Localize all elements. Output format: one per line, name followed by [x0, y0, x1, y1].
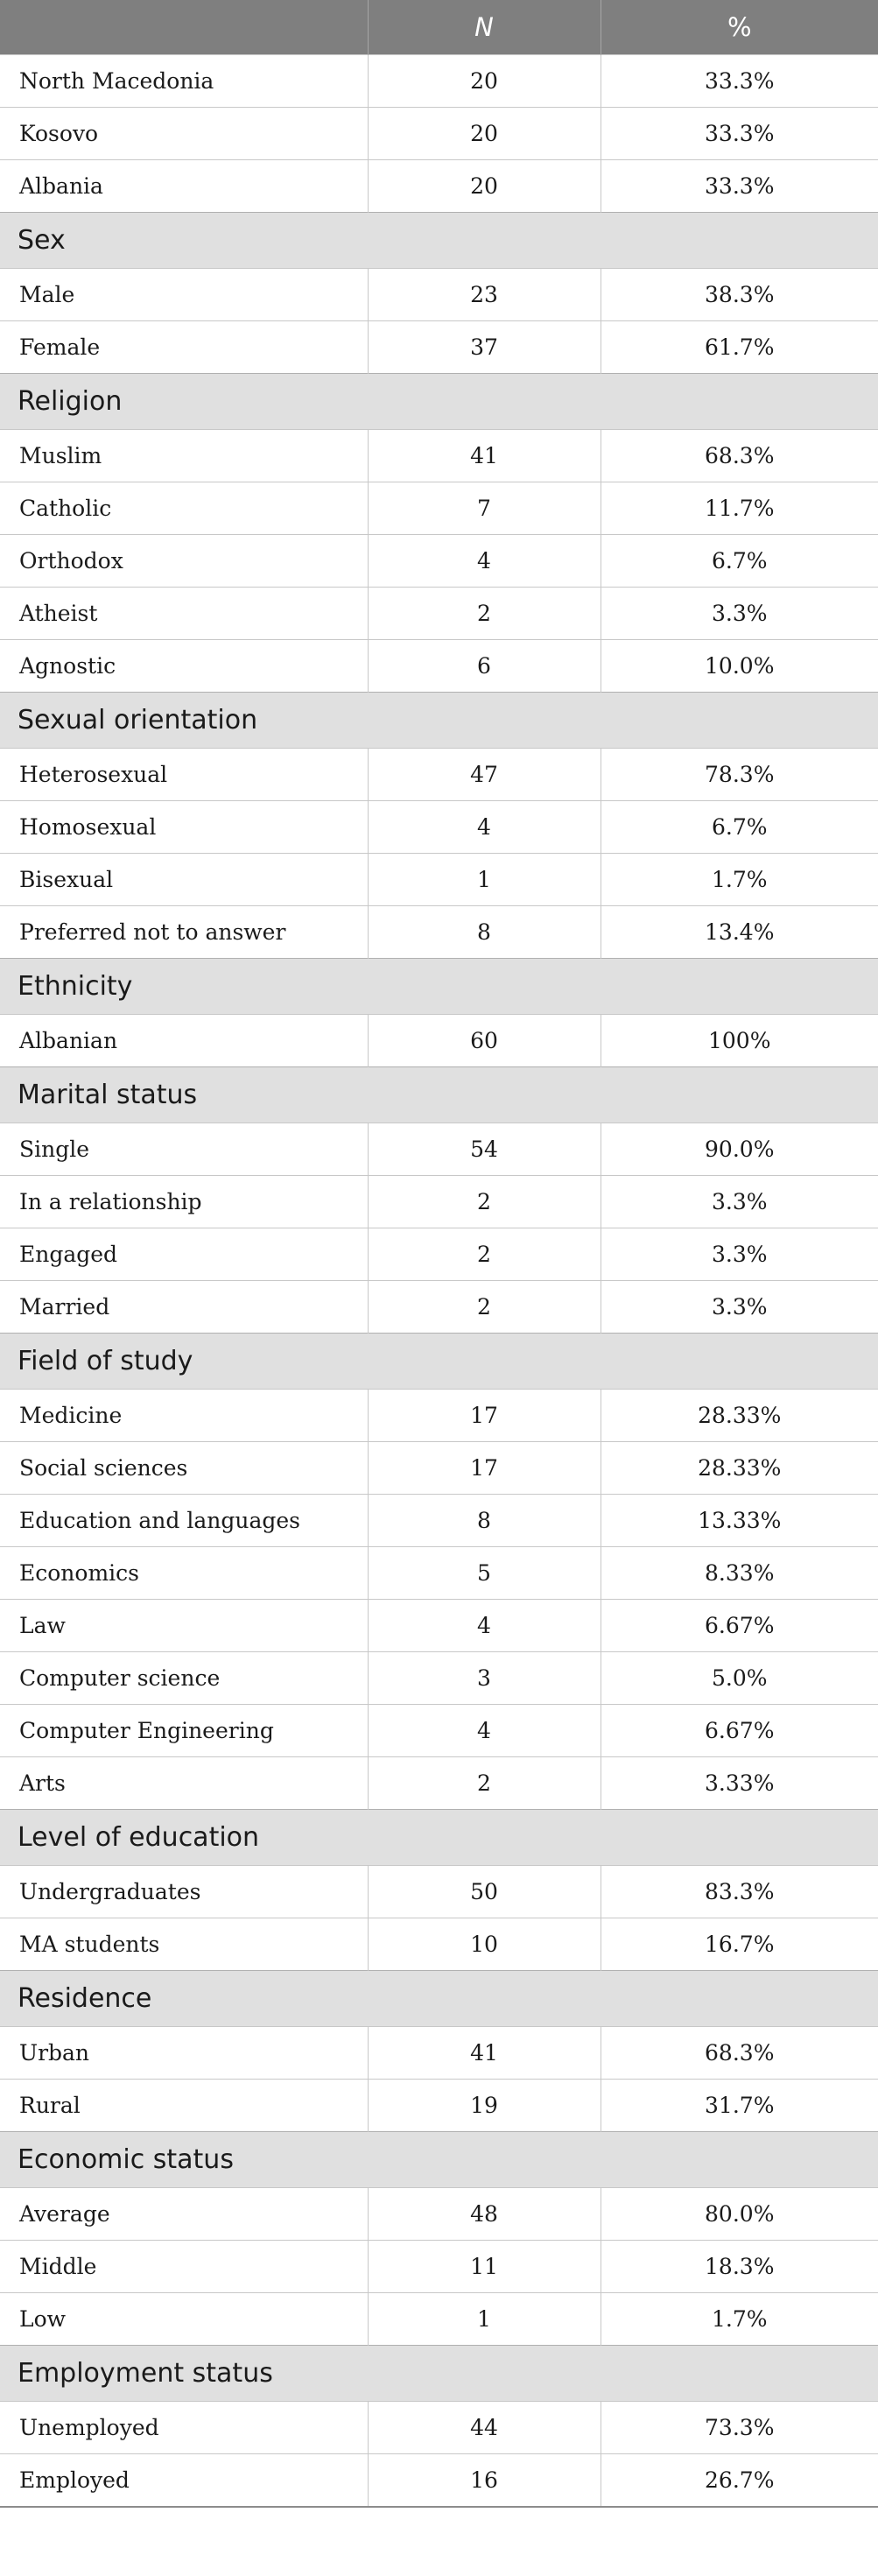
row-n-cell: 37 — [368, 321, 601, 374]
section-title: Ethnicity — [0, 959, 878, 1015]
row-n-cell: 6 — [368, 640, 601, 693]
row-percent-cell: 13.4% — [601, 906, 878, 959]
row-percent-cell: 28.33% — [601, 1390, 878, 1442]
table-row — [0, 1705, 878, 1757]
row-n-cell: 11 — [368, 2241, 601, 2293]
table-row — [0, 801, 878, 854]
row-label-cell: Arts — [0, 1757, 368, 1810]
row-n-cell: 20 — [368, 108, 601, 160]
header-row — [0, 0, 878, 55]
section-title: Economic status — [0, 2132, 878, 2188]
row-percent-cell: 3.3% — [601, 1228, 878, 1281]
section-title: Residence — [0, 1971, 878, 2027]
row-percent-cell: 3.3% — [601, 588, 878, 640]
row-label-cell: Male — [0, 269, 368, 321]
table-row — [0, 430, 878, 482]
row-percent-cell: 1.7% — [601, 854, 878, 906]
row-n-cell: 44 — [368, 2402, 601, 2454]
row-label-cell: Education and languages — [0, 1495, 368, 1547]
row-label-cell: Bisexual — [0, 854, 368, 906]
row-percent-cell: 8.33% — [601, 1547, 878, 1600]
row-percent-cell: 3.3% — [601, 1281, 878, 1334]
table-row — [0, 1866, 878, 1918]
section-header-row — [0, 693, 878, 749]
table-row — [0, 1918, 878, 1971]
row-n-cell: 2 — [368, 1228, 601, 1281]
row-label-cell: Middle — [0, 2241, 368, 2293]
row-percent-cell: 33.3% — [601, 55, 878, 108]
row-n-cell: 41 — [368, 430, 601, 482]
row-percent-cell: 1.7% — [601, 2293, 878, 2346]
table-row — [0, 2080, 878, 2132]
table-row — [0, 1547, 878, 1600]
table-row — [0, 1442, 878, 1495]
row-n-cell: 4 — [368, 1600, 601, 1652]
table-row — [0, 2027, 878, 2080]
row-percent-cell: 11.7% — [601, 482, 878, 535]
row-label-cell: Agnostic — [0, 640, 368, 693]
table-row — [0, 535, 878, 588]
row-label-cell: Law — [0, 1600, 368, 1652]
section-header-row — [0, 1067, 878, 1123]
row-percent-cell: 38.3% — [601, 269, 878, 321]
row-label-cell: Engaged — [0, 1228, 368, 1281]
row-label-cell: Employed — [0, 2454, 368, 2507]
table-row — [0, 1123, 878, 1176]
row-percent-cell: 3.33% — [601, 1757, 878, 1810]
row-label-cell: Female — [0, 321, 368, 374]
row-label-cell: Computer science — [0, 1652, 368, 1705]
row-percent-cell: 3.3% — [601, 1176, 878, 1228]
row-n-cell: 17 — [368, 1442, 601, 1495]
table-header — [0, 0, 878, 55]
row-label-cell: Computer Engineering — [0, 1705, 368, 1757]
row-percent-cell: 13.33% — [601, 1495, 878, 1547]
row-label-cell: Albania — [0, 160, 368, 213]
table-row — [0, 749, 878, 801]
row-n-cell: 5 — [368, 1547, 601, 1600]
header-label-cell — [0, 0, 368, 55]
section-header-row — [0, 213, 878, 269]
table-row — [0, 854, 878, 906]
row-label-cell: North Macedonia — [0, 55, 368, 108]
section-header-row — [0, 1971, 878, 2027]
row-n-cell: 60 — [368, 1015, 601, 1067]
section-header-row — [0, 2132, 878, 2188]
row-percent-cell: 28.33% — [601, 1442, 878, 1495]
table-row — [0, 2293, 878, 2346]
section-title: Sex — [0, 213, 878, 269]
row-label-cell: Average — [0, 2188, 368, 2241]
table-row — [0, 321, 878, 374]
header-n-cell: N — [368, 0, 601, 55]
table-row — [0, 108, 878, 160]
row-n-cell: 54 — [368, 1123, 601, 1176]
table-row — [0, 1652, 878, 1705]
section-title: Religion — [0, 374, 878, 430]
row-percent-cell: 6.7% — [601, 535, 878, 588]
row-percent-cell: 90.0% — [601, 1123, 878, 1176]
row-n-cell: 4 — [368, 801, 601, 854]
row-label-cell: In a relationship — [0, 1176, 368, 1228]
row-percent-cell: 80.0% — [601, 2188, 878, 2241]
row-n-cell: 1 — [368, 2293, 601, 2346]
row-label-cell: Albanian — [0, 1015, 368, 1067]
table-row — [0, 1015, 878, 1067]
row-n-cell: 2 — [368, 1176, 601, 1228]
table-row — [0, 2188, 878, 2241]
table-row — [0, 1757, 878, 1810]
table-row — [0, 269, 878, 321]
row-n-cell: 47 — [368, 749, 601, 801]
table-row — [0, 482, 878, 535]
row-percent-cell: 33.3% — [601, 160, 878, 213]
row-percent-cell: 61.7% — [601, 321, 878, 374]
table-row — [0, 1390, 878, 1442]
row-label-cell: Urban — [0, 2027, 368, 2080]
section-header-row — [0, 1810, 878, 1866]
row-n-cell: 7 — [368, 482, 601, 535]
row-label-cell: Economics — [0, 1547, 368, 1600]
row-n-cell: 20 — [368, 160, 601, 213]
row-n-cell: 23 — [368, 269, 601, 321]
row-n-cell: 50 — [368, 1866, 601, 1918]
row-n-cell: 17 — [368, 1390, 601, 1442]
row-label-cell: Orthodox — [0, 535, 368, 588]
row-label-cell: Social sciences — [0, 1442, 368, 1495]
row-label-cell: Undergraduates — [0, 1866, 368, 1918]
row-percent-cell: 78.3% — [601, 749, 878, 801]
row-percent-cell: 33.3% — [601, 108, 878, 160]
row-n-cell: 20 — [368, 55, 601, 108]
row-percent-cell: 16.7% — [601, 1918, 878, 1971]
row-n-cell: 41 — [368, 2027, 601, 2080]
row-label-cell: Muslim — [0, 430, 368, 482]
row-label-cell: Low — [0, 2293, 368, 2346]
row-label-cell: Married — [0, 1281, 368, 1334]
row-n-cell: 4 — [368, 1705, 601, 1757]
row-label-cell: Kosovo — [0, 108, 368, 160]
table-row — [0, 2402, 878, 2454]
row-n-cell: 8 — [368, 906, 601, 959]
row-percent-cell: 31.7% — [601, 2080, 878, 2132]
row-percent-cell: 18.3% — [601, 2241, 878, 2293]
row-label-cell: Medicine — [0, 1390, 368, 1442]
row-n-cell: 48 — [368, 2188, 601, 2241]
section-title: Field of study — [0, 1334, 878, 1390]
row-label-cell: Rural — [0, 2080, 368, 2132]
row-percent-cell: 68.3% — [601, 430, 878, 482]
section-title: Level of education — [0, 1810, 878, 1866]
row-percent-cell: 73.3% — [601, 2402, 878, 2454]
section-title: Sexual orientation — [0, 693, 878, 749]
row-n-cell: 4 — [368, 535, 601, 588]
row-percent-cell: 26.7% — [601, 2454, 878, 2507]
table-row — [0, 1495, 878, 1547]
section-title: Employment status — [0, 2346, 878, 2402]
row-label-cell: Homosexual — [0, 801, 368, 854]
row-percent-cell: 83.3% — [601, 1866, 878, 1918]
section-title: Marital status — [0, 1067, 878, 1123]
row-n-cell: 2 — [368, 1281, 601, 1334]
section-header-row — [0, 2346, 878, 2402]
table-row — [0, 160, 878, 213]
table-row — [0, 2454, 878, 2507]
table-row — [0, 588, 878, 640]
row-label-cell: MA students — [0, 1918, 368, 1971]
row-label-cell: Unemployed — [0, 2402, 368, 2454]
row-n-cell: 10 — [368, 1918, 601, 1971]
table-row — [0, 640, 878, 693]
row-n-cell: 3 — [368, 1652, 601, 1705]
row-n-cell: 19 — [368, 2080, 601, 2132]
table-row — [0, 2241, 878, 2293]
row-percent-cell: 6.67% — [601, 1705, 878, 1757]
table-row — [0, 1228, 878, 1281]
table-row — [0, 1281, 878, 1334]
row-percent-cell: 100% — [601, 1015, 878, 1067]
row-percent-cell: 68.3% — [601, 2027, 878, 2080]
table-body — [0, 55, 878, 2507]
section-header-row — [0, 959, 878, 1015]
row-label-cell: Catholic — [0, 482, 368, 535]
header-percent-cell: % — [601, 0, 878, 55]
row-label-cell: Atheist — [0, 588, 368, 640]
row-label-cell: Preferred not to answer — [0, 906, 368, 959]
row-label-cell: Heterosexual — [0, 749, 368, 801]
table-row — [0, 906, 878, 959]
row-percent-cell: 10.0% — [601, 640, 878, 693]
row-n-cell: 16 — [368, 2454, 601, 2507]
row-n-cell: 8 — [368, 1495, 601, 1547]
section-header-row — [0, 1334, 878, 1390]
row-percent-cell: 6.7% — [601, 801, 878, 854]
row-n-cell: 2 — [368, 588, 601, 640]
row-label-cell: Single — [0, 1123, 368, 1176]
table-row — [0, 1600, 878, 1652]
section-header-row — [0, 374, 878, 430]
table-row — [0, 1176, 878, 1228]
row-percent-cell: 6.67% — [601, 1600, 878, 1652]
row-percent-cell: 5.0% — [601, 1652, 878, 1705]
table-row — [0, 55, 878, 108]
row-n-cell: 1 — [368, 854, 601, 906]
row-n-cell: 2 — [368, 1757, 601, 1810]
